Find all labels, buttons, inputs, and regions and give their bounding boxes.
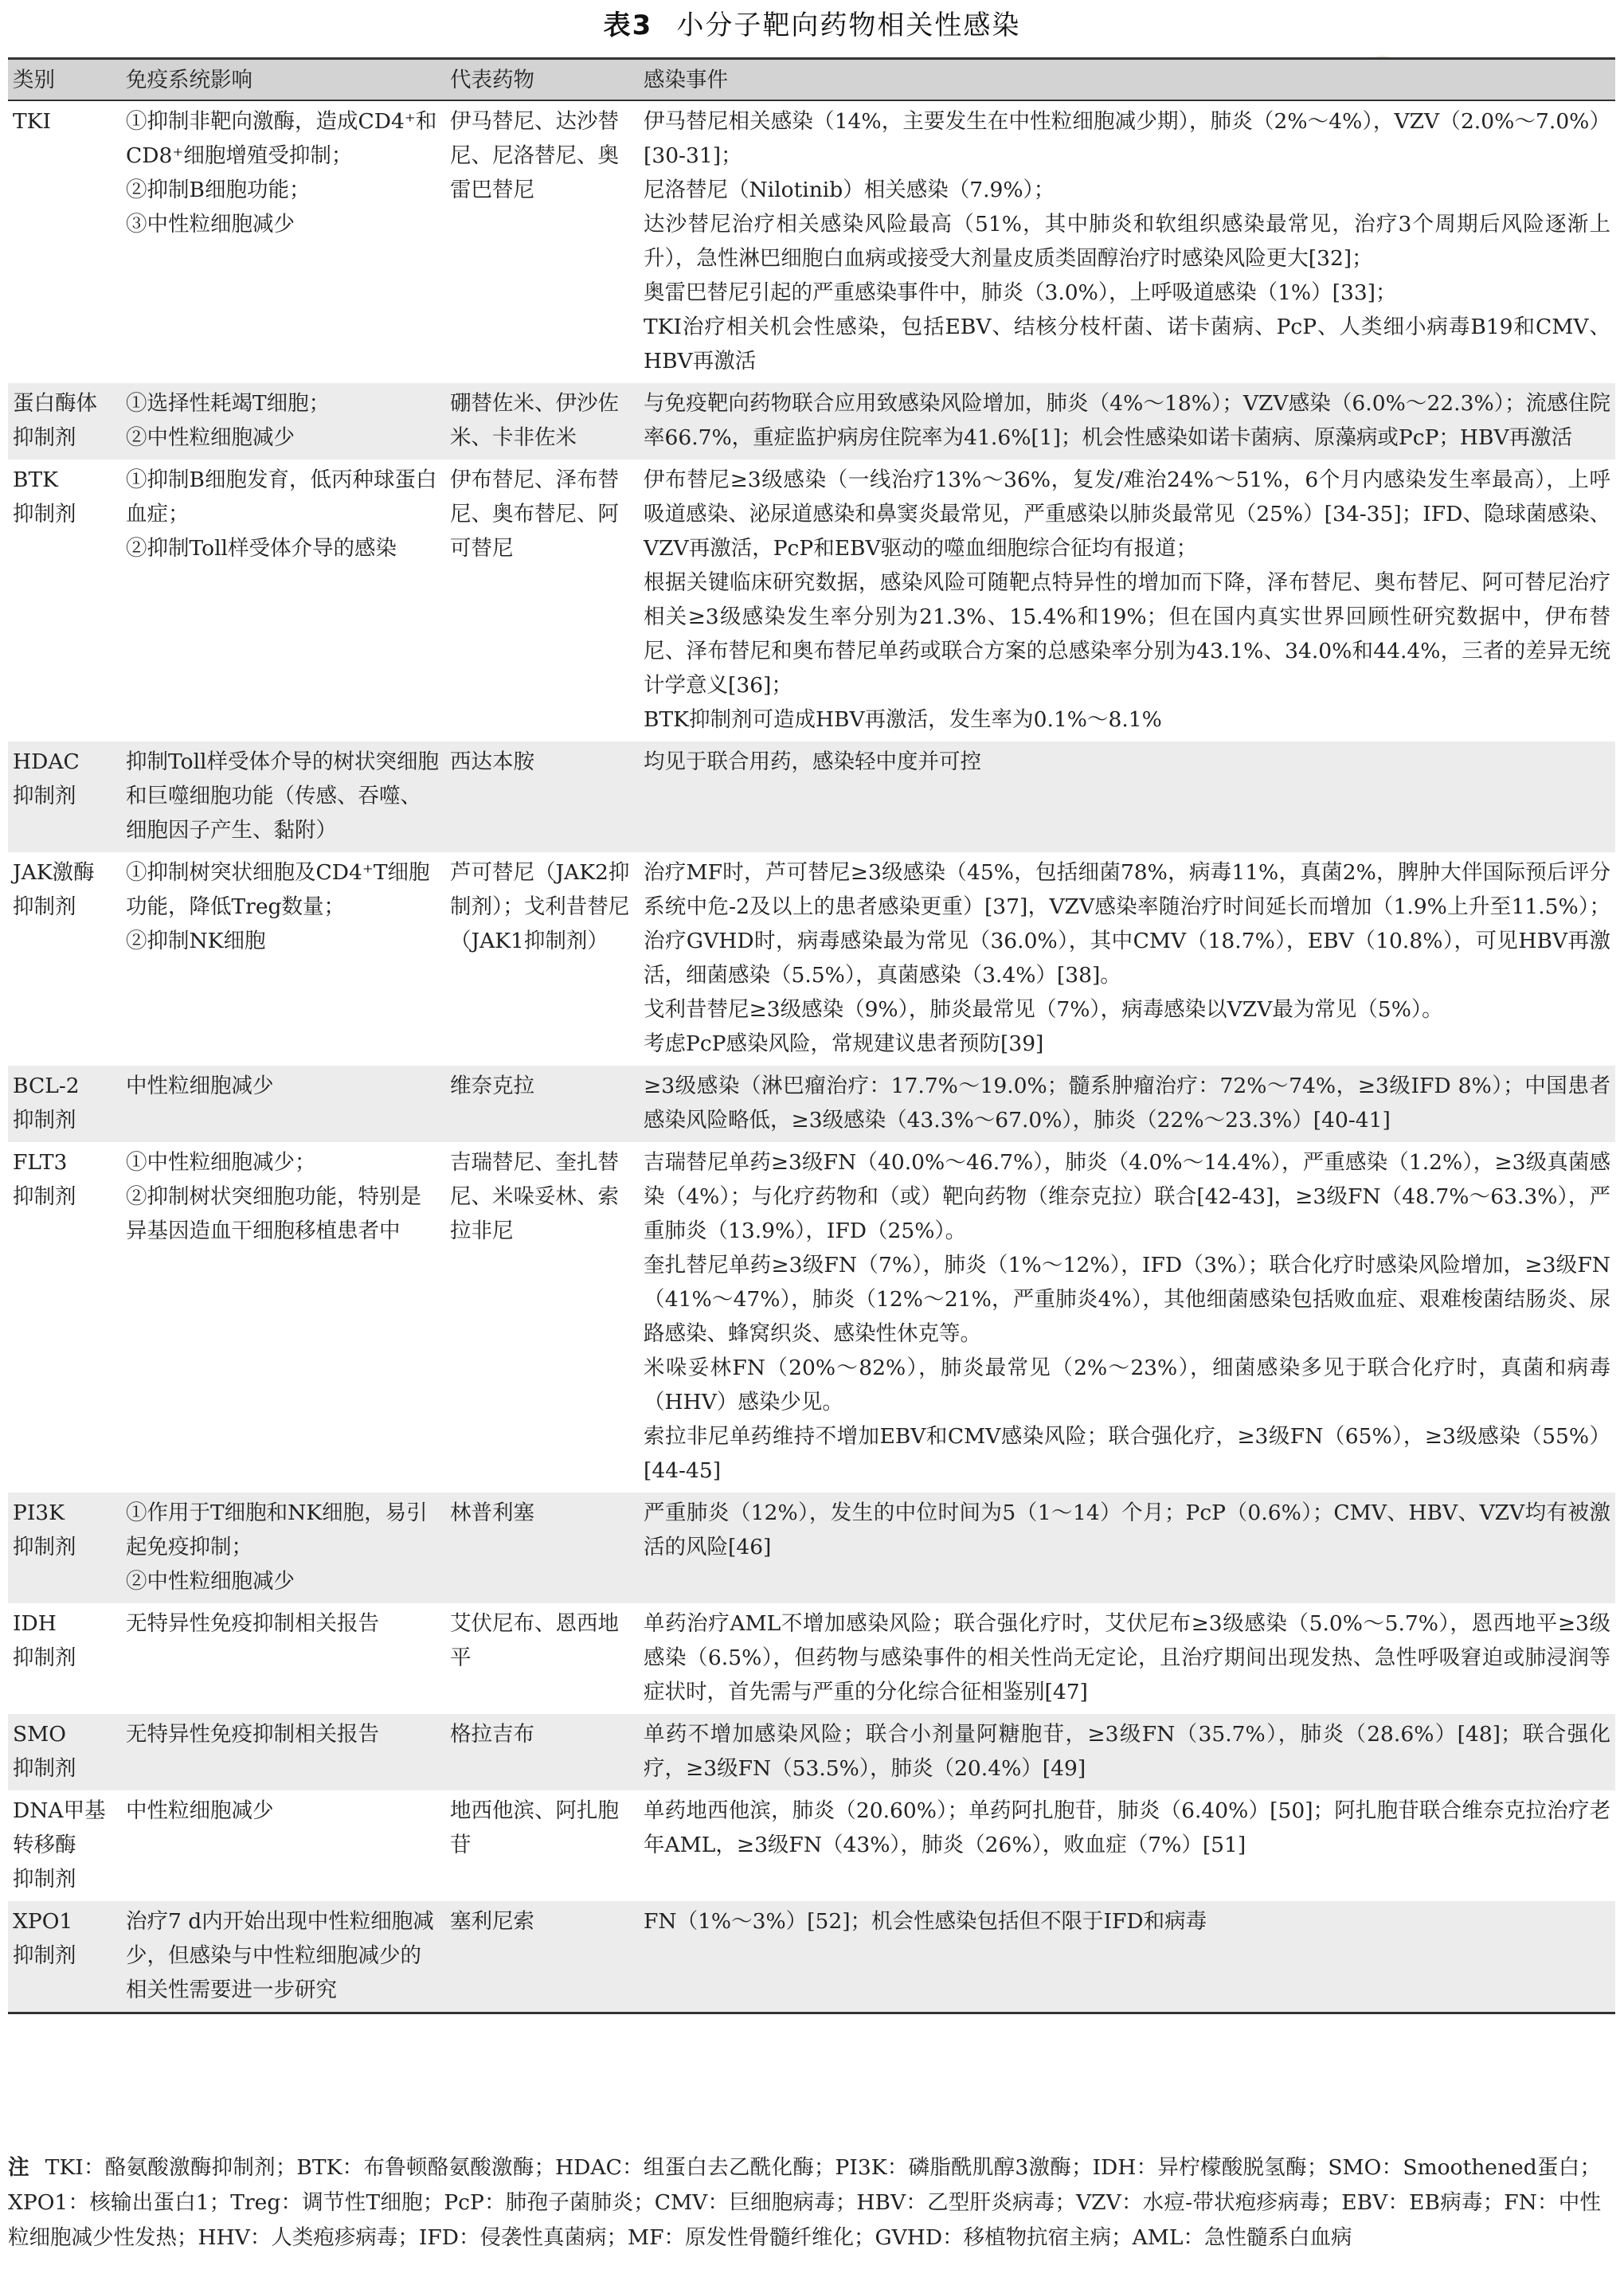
cell-drugs: 艾伏尼布、恩西地平 <box>450 1611 619 1670</box>
event-item: 伊马替尼相关感染（14%，主要发生在中性粒细胞减少期），肺炎（2%～4%），VZV（2.0%～7.0%）[30-31]； <box>644 109 1610 168</box>
cell-category: TKI <box>13 109 51 134</box>
event-item: 与免疫靶向药物联合应用致感染风险增加，肺炎（4%～18%）；VZV感染（6.0%～22.3%）；流感住院率66.7%，重症监护病房住院率为41.6%[1]；机会性感染如诺卡菌病、原藻病或PcP；HBV再激活 <box>644 391 1610 450</box>
cell-drugs: 伊布替尼、泽布替尼、奥布替尼、阿可替尼 <box>450 468 619 561</box>
cell-infection-events <box>639 383 1615 460</box>
effect-item: ①抑制非靶向激酶，造成CD4⁺和CD8⁺细胞增殖受抑制； <box>126 109 437 168</box>
drug-infection-table <box>8 57 1615 2014</box>
cell-infection-events <box>639 1901 1615 2013</box>
effect-item: ①选择性耗竭T细胞； <box>126 391 331 416</box>
table-body <box>8 100 1615 2013</box>
cell-category: PI3K 抑制剂 <box>13 1501 76 1559</box>
effect-item: ③中性粒细胞减少 <box>126 212 295 237</box>
cell-drugs: 吉瑞替尼、奎扎替尼、米哚妥林、索拉非尼 <box>450 1150 619 1243</box>
event-item: FN（1%～3%）[52]；机会性感染包括但不限于IFD和病毒 <box>644 1909 1207 1934</box>
table-row <box>8 460 1615 741</box>
table-row <box>8 741 1615 852</box>
cell-drugs: 林普利塞 <box>450 1501 534 1525</box>
cell-immune-effect <box>121 1901 445 2013</box>
header-category: 类别 <box>13 67 55 92</box>
table-row <box>8 1603 1615 1714</box>
header-infection-events: 感染事件 <box>644 67 728 92</box>
cell-immune-effect <box>121 1066 445 1142</box>
effect-item: 治疗7 d内开始出现中性粒细胞减少，但感染与中性粒细胞减少的相关性需要进一步研究 <box>126 1909 434 2002</box>
cell-category: XPO1 抑制剂 <box>13 1909 76 1968</box>
effect-item: ②抑制树状突细胞功能，特别是异基因造血干细胞移植患者中 <box>126 1184 421 1243</box>
effect-item: ②中性粒细胞减少 <box>126 1569 295 1594</box>
table-row <box>8 1901 1615 2013</box>
cell-category: SMO 抑制剂 <box>13 1722 76 1781</box>
event-item: 单药治疗AML不增加感染风险；联合强化疗时，艾伏尼布≥3级感染（5.0%～5.7%），恩西地平≥3级感染（6.5%），但药物与感染事件的相关性尚无定论，且治疗期间出现发热、急性呼吸窘迫或肺浸润等症状时，首先需与严重的分化综合征相鉴别[47] <box>644 1611 1610 1704</box>
table-row <box>8 852 1615 1066</box>
cell-immune-effect <box>121 1142 445 1493</box>
watermark-text: 中华医学会 <box>1409 65 1528 93</box>
notes-text: TKI：酪氨酸激酶抑制剂；BTK：布鲁顿酪氨酸激酶；HDAC：组蛋白去乙酰化酶；PI3K：磷脂酰肌醇3激酶；IDH：异柠檬酸脱氢酶；SMO：Smoothened蛋白；XPO1：核输出蛋白1；Treg：调节性T细胞；PcP：肺孢子菌肺炎；CMV：巨细胞病毒；HBV：乙型肝炎病毒；VZV：水痘-带状疱疹病毒；EBV：EB病毒；FN：中性粒细胞减少性发热；HHV：人类疱疹病毒；IFD：侵袭性真菌病；MF：原发性骨髓纤维化；GVHD：移植物抗宿主病；AML：急性髓系白血病 <box>8 2155 1601 2250</box>
table-title-text: 小分子靶向药物相关性感染 <box>676 10 1021 41</box>
event-item: 单药不增加感染风险；联合小剂量阿糖胞苷，≥3级FN（35.7%），肺炎（28.6%）[48]；联合强化疗，≥3级FN（53.5%），肺炎（20.4%）[49] <box>644 1722 1610 1781</box>
effect-item: ②中性粒细胞减少 <box>126 425 295 450</box>
cell-immune-effect <box>121 383 445 460</box>
cell-category: IDH 抑制剂 <box>13 1611 76 1670</box>
event-item: 严重肺炎（12%），发生的中位时间为5（1～14）个月；PcP（0.6%）；CMV、HBV、VZV均有被激活的风险[46] <box>644 1501 1610 1559</box>
event-item: 达沙替尼治疗相关感染风险最高（51%，其中肺炎和软组织感染最常见，治疗3个周期后风险逐渐上升），急性淋巴细胞白血病或接受大剂量皮质类固醇治疗时感染风险更大[32]； <box>644 212 1610 271</box>
cell-infection-events <box>639 1603 1615 1714</box>
event-item: BTK抑制剂可造成HBV再激活，发生率为0.1%～8.1% <box>644 707 1162 732</box>
cell-drugs: 地西他滨、阿扎胞苷 <box>450 1798 619 1857</box>
cell-category: HDAC 抑制剂 <box>13 749 80 808</box>
event-item: 奎扎替尼单药≥3级FN（7%），肺炎（1%～12%），IFD（3%）；联合化疗时感染风险增加，≥3级FN（41%～47%），肺炎（12%～21%，严重肺炎4%），其他细菌感染包括败血症、艰难梭菌结肠炎、尿路感染、蜂窝织炎、感染性休克等。 <box>644 1253 1610 1346</box>
cell-immune-effect <box>121 1790 445 1901</box>
cell-drugs: 芦可替尼（JAK2抑制剂）；戈利昔替尼（JAK1抑制剂） <box>450 860 630 953</box>
cell-infection-events <box>639 1714 1615 1790</box>
seal-icon: 中 <box>1361 56 1403 97</box>
table-notes <box>8 2150 1601 2256</box>
cell-drugs: 西达本胺 <box>450 749 534 774</box>
event-item: 戈利昔替尼≥3级感染（9%），肺炎最常见（7%），病毒感染以VZV最为常见（5%）。 <box>644 997 1443 1022</box>
cell-infection-events <box>639 1142 1615 1493</box>
effect-item: 中性粒细胞减少 <box>126 1074 274 1098</box>
cell-drugs: 塞利尼索 <box>450 1909 534 1934</box>
effect-item: ①抑制树突状细胞及CD4⁺T细胞功能，降低Treg数量； <box>126 860 430 919</box>
cell-immune-effect <box>121 100 445 383</box>
effect-item: 无特异性免疫抑制相关报告 <box>126 1722 379 1747</box>
event-item: 索拉非尼单药维持不增加EBV和CMV感染风险；联合强化疗，≥3级FN（65%），≥3级感染（55%）[44-45] <box>644 1424 1610 1483</box>
cell-infection-events <box>639 741 1615 852</box>
cell-immune-effect <box>121 1493 445 1603</box>
cell-infection-events <box>639 1493 1615 1603</box>
event-item: 尼洛替尼（Nilotinib）相关感染（7.9%）； <box>644 178 1055 202</box>
event-item: 吉瑞替尼单药≥3级FN（40.0%～46.7%），肺炎（4.0%～14.4%），严重感染（1.2%），≥3级真菌感染（4%）；与化疗药物和（或）靶向药物（维奈克拉）联合[42-43]，≥3级FN（48.7%～63.3%），严重肺炎（13.9%），IFD（25%）。 <box>644 1150 1610 1243</box>
cell-drugs: 硼替佐米、伊沙佐米、卡非佐米 <box>450 391 619 450</box>
cell-category: JAK激酶 抑制剂 <box>13 860 95 919</box>
event-item: 均见于联合用药，感染轻中度并可控 <box>644 749 981 774</box>
cell-infection-events <box>639 1066 1615 1142</box>
table-header-row <box>8 59 1615 101</box>
effect-item: ②抑制Toll样受体介导的感染 <box>126 536 397 561</box>
cell-category: FLT3 抑制剂 <box>13 1150 76 1209</box>
effect-item: ②抑制B细胞功能； <box>126 178 311 202</box>
effect-item: ①作用于T细胞和NK细胞，易引起免疫抑制； <box>126 1501 428 1559</box>
cell-drugs: 伊马替尼、达沙替尼、尼洛替尼、奥雷巴替尼 <box>450 109 619 202</box>
effect-item: ②抑制NK细胞 <box>126 929 266 953</box>
cell-infection-events <box>639 460 1615 741</box>
cell-immune-effect <box>121 460 445 741</box>
table-row <box>8 1066 1615 1142</box>
notes-label: 注 <box>8 2155 29 2180</box>
cell-infection-events <box>639 852 1615 1066</box>
effect-item: ①中性粒细胞减少； <box>126 1150 316 1175</box>
table-number: 表3 <box>603 10 653 41</box>
event-item: 根据关键临床研究数据，感染风险可随靶点特异性的增加而下降，泽布替尼、奥布替尼、阿可替尼治疗相关≥3级感染发生率分别为21.3%、15.4%和19%；但在国内真实世界回顾性研究数据中，伊布替尼、泽布替尼和奥布替尼单药或联合方案的总感染率分别为43.1%、34.0%和44.4%，三者的差异无统计学意义[36]； <box>644 570 1610 698</box>
event-item: 伊布替尼≥3级感染（一线治疗13%～36%，复发/难治24%～51%，6个月内感染发生率最高），上呼吸道感染、泌尿道感染和鼻窦炎最常见，严重感染以肺炎最常见（25%）[34-35]；IFD、隐球菌感染、VZV再激活，PcP和EBV驱动的噬血细胞综合征均有报道； <box>644 468 1610 561</box>
table-title <box>0 5 1624 46</box>
cell-infection-events <box>639 1790 1615 1901</box>
cell-category: BCL-2 抑制剂 <box>13 1074 80 1133</box>
event-item: 单药地西他滨，肺炎（20.60%）；单药阿扎胞苷，肺炎（6.40%）[50]；阿扎胞苷联合维奈克拉治疗老年AML，≥3级FN（43%），肺炎（26%），败血症（7%）[51] <box>644 1798 1610 1857</box>
cell-drugs: 格拉吉布 <box>450 1722 534 1747</box>
event-item: 奥雷巴替尼引起的严重感染事件中，肺炎（3.0%），上呼吸道感染（1%）[33]； <box>644 280 1397 305</box>
table-row <box>8 1142 1615 1493</box>
effect-item: ①抑制B细胞发育，低丙种球蛋白血症； <box>126 468 437 526</box>
event-item: 考虑PcP感染风险，常规建议患者预防[39] <box>644 1031 1044 1056</box>
header-immune-effect: 免疫系统影响 <box>126 67 252 92</box>
event-item: 米哚妥林FN（20%～82%），肺炎最常见（2%～23%），细菌感染多见于联合化疗时，真菌和病毒（HHV）感染少见。 <box>644 1356 1610 1414</box>
table-row <box>8 383 1615 460</box>
cell-immune-effect <box>121 852 445 1066</box>
table-row <box>8 1714 1615 1790</box>
header-drugs: 代表药物 <box>450 67 534 92</box>
cell-category: DNA甲基 转移酶 抑制剂 <box>13 1798 106 1892</box>
effect-item: 无特异性免疫抑制相关报告 <box>126 1611 379 1636</box>
event-item: 治疗MF时，芦可替尼≥3级感染（45%，包括细菌78%，病毒11%，真菌2%，脾肿大伴国际预后评分系统中危-2及以上的患者感染更重）[37]，VZV感染率随治疗时间延长而增加（1.9%上升至11.5%）；治疗GVHD时，病毒感染最为常见（36.0%），其中CMV（18.7%），EBV（10.8%），可见HBV再激活，细菌感染（5.5%），真菌感染（3.4%）[38]。 <box>644 860 1610 988</box>
table-row <box>8 1493 1615 1603</box>
event-item: ≥3级感染（淋巴瘤治疗：17.7%～19.0%；髓系肿瘤治疗：72%～74%，≥3级IFD 8%）；中国患者感染风险略低，≥3级感染（43.3%～67.0%），肺炎（22%～23.3%）[40-41] <box>644 1074 1610 1133</box>
effect-item: 中性粒细胞减少 <box>126 1798 274 1823</box>
cell-immune-effect <box>121 1714 445 1790</box>
event-item: TKI治疗相关机会性感染，包括EBV、结核分枝杆菌、诺卡菌病、PcP、人类细小病毒B19和CMV、HBV再激活 <box>644 315 1610 374</box>
table-row <box>8 100 1615 383</box>
cell-category: 蛋白酶体 抑制剂 <box>13 391 97 450</box>
cell-immune-effect <box>121 1603 445 1714</box>
cell-category: BTK 抑制剂 <box>13 468 76 526</box>
effect-item: 抑制Toll样受体介导的树状突细胞和巨噬细胞功能（传感、吞噬、细胞因子产生、黏附） <box>126 749 440 843</box>
cell-drugs: 维奈克拉 <box>450 1074 534 1098</box>
table-row <box>8 1790 1615 1901</box>
cell-infection-events <box>639 100 1615 383</box>
cell-immune-effect <box>121 741 445 852</box>
